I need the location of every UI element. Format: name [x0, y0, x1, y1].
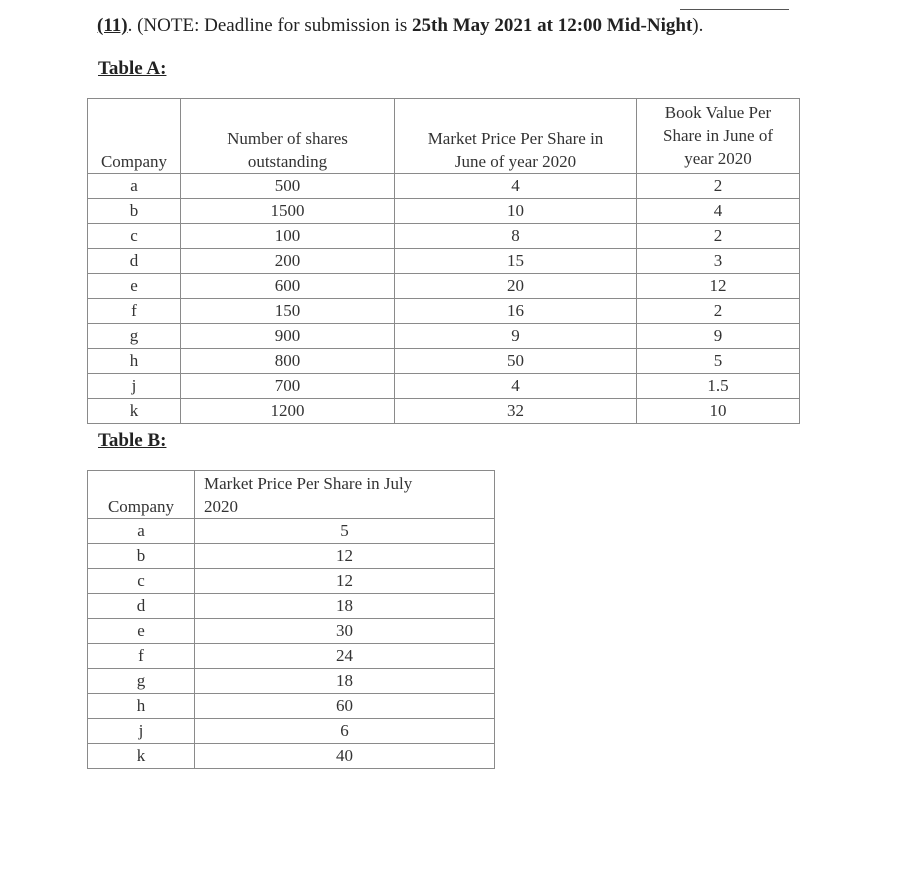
table-row — [88, 274, 800, 299]
cell-company: e — [88, 619, 195, 644]
cell-price: 4 — [395, 174, 637, 199]
cell-shares: 900 — [181, 324, 395, 349]
cell-price: 50 — [395, 349, 637, 374]
cell-company: a — [88, 174, 181, 199]
cell-company: c — [88, 224, 181, 249]
table-row — [88, 249, 800, 274]
table-row — [88, 694, 495, 719]
cell-shares: 500 — [181, 174, 395, 199]
cell-price: 20 — [395, 274, 637, 299]
cell-price: 12 — [195, 544, 495, 569]
cell-price: 18 — [195, 594, 495, 619]
table-a-label: Table A: — [98, 58, 167, 79]
cell-book: 2 — [637, 174, 800, 199]
table-row — [88, 669, 495, 694]
note-prefix: . (NOTE: Deadline for submission is — [127, 15, 413, 36]
cell-price: 15 — [395, 249, 637, 274]
cell-company: a — [88, 519, 195, 544]
table-row — [88, 324, 800, 349]
cell-book: 12 — [637, 274, 800, 299]
cell-price: 6 — [195, 719, 495, 744]
table-row — [88, 619, 495, 644]
cell-shares: 1500 — [181, 199, 395, 224]
table-row — [88, 644, 495, 669]
table-b-label: Table B: — [98, 430, 167, 451]
cell-book: 10 — [637, 399, 800, 424]
header-market-price-july: Market Price Per Share in July 2020 — [195, 471, 495, 519]
cell-company: f — [88, 644, 195, 669]
cell-shares: 150 — [181, 299, 395, 324]
cell-shares: 200 — [181, 249, 395, 274]
table-row — [88, 544, 495, 569]
table-row — [88, 374, 800, 399]
header-market-price-june: Market Price Per Share in June of year 2020 — [395, 99, 637, 174]
cell-company: j — [88, 374, 181, 399]
cell-company: k — [88, 744, 195, 769]
cell-price: 4 — [395, 374, 637, 399]
cell-book: 9 — [637, 324, 800, 349]
cell-book: 4 — [637, 199, 800, 224]
cell-company: h — [88, 349, 181, 374]
cell-book: 2 — [637, 224, 800, 249]
cell-book: 3 — [637, 249, 800, 274]
cell-book: 5 — [637, 349, 800, 374]
cell-price: 60 — [195, 694, 495, 719]
cell-price: 24 — [195, 644, 495, 669]
cell-price: 5 — [195, 519, 495, 544]
cell-price: 18 — [195, 669, 495, 694]
table-row — [88, 594, 495, 619]
table-row — [88, 719, 495, 744]
cell-book: 1.5 — [637, 374, 800, 399]
cell-company: k — [88, 399, 181, 424]
cell-shares: 800 — [181, 349, 395, 374]
question-number: (11) — [97, 15, 128, 36]
table-row — [88, 399, 800, 424]
table-row — [88, 224, 800, 249]
cell-shares: 600 — [181, 274, 395, 299]
cell-company: e — [88, 274, 181, 299]
table-row — [88, 174, 800, 199]
cell-price: 12 — [195, 569, 495, 594]
deadline-date: 25th May 2021 at 12:00 Mid-Night — [412, 15, 693, 36]
deadline-note — [97, 15, 703, 37]
cell-company: h — [88, 694, 195, 719]
table-row — [88, 569, 495, 594]
header-book-value: Book Value Per Share in June of year 2020 — [637, 99, 800, 174]
table-row — [88, 744, 495, 769]
table-b — [87, 470, 495, 769]
table-row — [88, 199, 800, 224]
top-divider — [680, 9, 789, 10]
header-company: Company — [88, 471, 195, 519]
table-a — [87, 98, 800, 424]
cell-price: 10 — [395, 199, 637, 224]
cell-price: 16 — [395, 299, 637, 324]
cell-company: f — [88, 299, 181, 324]
table-row — [88, 349, 800, 374]
table-a-header-row — [88, 99, 800, 174]
cell-price: 9 — [395, 324, 637, 349]
header-company: Company — [88, 99, 181, 174]
cell-company: d — [88, 594, 195, 619]
cell-price: 40 — [195, 744, 495, 769]
table-b-header-row — [88, 471, 495, 519]
cell-company: j — [88, 719, 195, 744]
cell-price: 8 — [395, 224, 637, 249]
cell-price: 32 — [395, 399, 637, 424]
cell-company: d — [88, 249, 181, 274]
table-row — [88, 299, 800, 324]
cell-company: g — [88, 324, 181, 349]
cell-book: 2 — [637, 299, 800, 324]
cell-company: c — [88, 569, 195, 594]
header-shares-outstanding: Number of shares outstanding — [181, 99, 395, 174]
cell-company: b — [88, 199, 181, 224]
cell-company: b — [88, 544, 195, 569]
cell-price: 30 — [195, 619, 495, 644]
table-row — [88, 519, 495, 544]
cell-company: g — [88, 669, 195, 694]
cell-shares: 700 — [181, 374, 395, 399]
cell-shares: 1200 — [181, 399, 395, 424]
note-suffix: ). — [692, 15, 704, 36]
cell-shares: 100 — [181, 224, 395, 249]
